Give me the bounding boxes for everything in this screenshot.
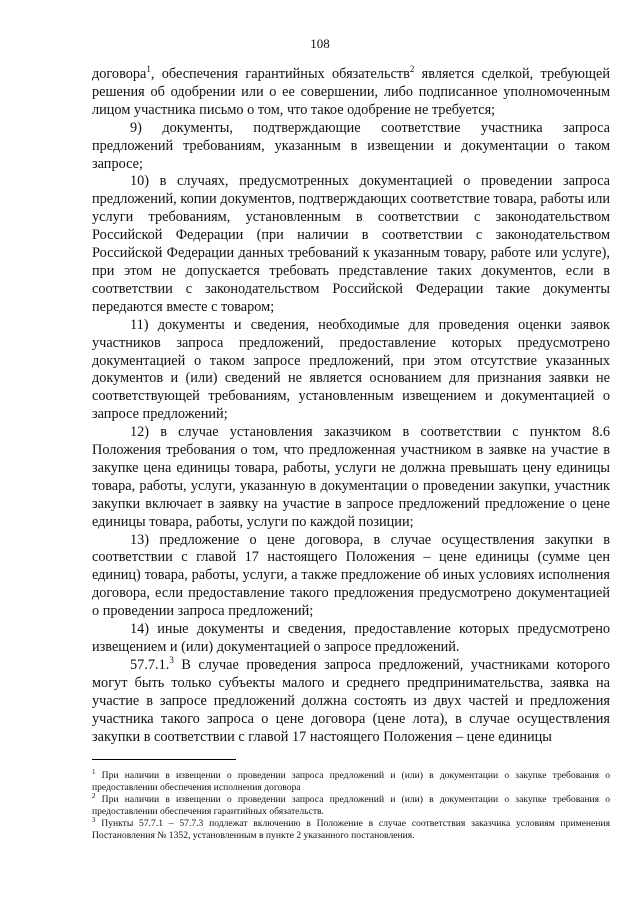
footnote-2 <box>92 794 610 818</box>
footnote-ref-2[interactable]: 2 <box>409 64 415 75</box>
footnote-separator <box>92 759 236 760</box>
text-run: является сделкой, требующей решения об одобрении или о ее совершении, либо подписанное уполномоченным лицом участника письмо о том, что такое одобрение не требуется; <box>92 66 610 118</box>
footnotes-section <box>92 767 610 843</box>
footnote-ref-1[interactable]: 1 <box>146 64 151 75</box>
paragraph-57-7-1 <box>92 657 610 747</box>
text-run: , обеспечения гарантийных обязательств <box>150 66 410 82</box>
paragraph-continuation <box>92 66 610 120</box>
footnote-mark: 2 <box>92 792 96 800</box>
footnote-3 <box>92 818 610 842</box>
footnote-text: Пункты 57.7.1 – 57.7.3 подлежат включению в Положение в случае соответствия заказчика условиям применения Постановления № 1352, установленным в пункте 2 указанного постановления. <box>92 818 610 842</box>
paragraph-item-12: 12) в случае установления заказчиком в соответствии с пунктом 8.6 Положения требования о том, что предложенная участником в заявке на участие в закупке цена единицы товара, работы, услуги не должна превышать цену единицы товара, работы, услуги, указанную в документации о проведении закупки, участник закупки включает в заявку на участие в запросе предложений предложение о цене единицы товара, работы, услуги по каждой позиции; <box>92 424 610 530</box>
text-run: В случае проведения запроса предложений, участниками которого могут быть только субъекты малого и среднего предпринимательства, заявка на участие в запросе предложений должна состоять из двух частей и предложения участника такого запроса о цене договора (цене лота), в случае осуществления закупки в соответствии с главой 17 настоящего Положения – цене единицы <box>92 656 610 745</box>
paragraph-item-9: 9) документы, подтверждающие соответствие участника запроса предложений требованиям, указанным в извещении и документации о таком запросе; <box>92 119 610 172</box>
document-body <box>92 66 610 746</box>
clause-number: 57.7.1. <box>130 656 170 673</box>
text-run: договора <box>92 66 147 82</box>
footnote-mark: 3 <box>92 816 96 825</box>
page-number: 108 <box>310 36 330 51</box>
footnote-1 <box>92 767 610 794</box>
paragraph-item-11: 11) документы и сведения, необходимые для проведения оценки заявок участников запроса предложений, предоставление которых предусмотрено документацией о таком запросе предложений, при этом отсутствие указанных документов и (или) сведений не является основанием для признания заявки не соответствующей требованиям, установленным извещением и документацией о запросе предложений; <box>92 316 610 423</box>
footnote-mark: 1 <box>92 767 96 776</box>
paragraph-item-10: 10) в случаях, предусмотренных документацией о проведении запроса предложений, копии документов, подтверждающих соответствие товара, работы или услуги требованиям, установленным в соответствии с законодательством Российской Федерации (при наличии в соответствии с законодательством Российской Федерации данных требований к указанным товару, работе или услуге), при этом не допускается требовать представление таких документов, если в соответствии с законодательством Российской Федерации такие документы передаются вместе с товаром; <box>92 173 610 315</box>
footnote-text: При наличии в извещении о проведении запроса предложений и (или) в документации о закупке требования о предоставлении обеспечения исполнения договора <box>92 770 610 794</box>
paragraph-item-13: 13) предложение о цене договора, в случае осуществления закупки в соответствии с главой 17 настоящего Положения – цене единицы (сумме цен единиц) товара, работы, услуги, а также предложение об иных условиях исполнения договора, если предоставление такого предложения предусмотрено документацией о проведении запроса предложений; <box>92 531 610 620</box>
paragraph-item-14: 14) иные документы и сведения, предоставление которых предусмотрено извещением и (или) документацией о запросе предложений. <box>92 621 610 655</box>
footnote-ref-3[interactable]: 3 <box>169 655 174 666</box>
footnote-text: При наличии в извещении о проведении запроса предложений и (или) в документации о закупке требования о предоставлении обеспечения гарантийных обязательств. <box>92 794 610 818</box>
